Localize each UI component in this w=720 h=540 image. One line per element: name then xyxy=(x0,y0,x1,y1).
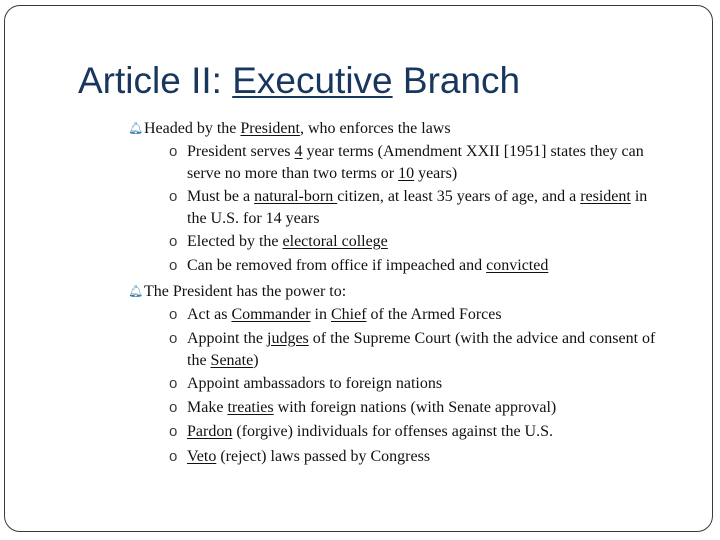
sub-bullet-eligibility: o Must be a natural-born citizen, at least 35 years of age, and a resident in the U.S. for 14 years xyxy=(169,188,648,227)
sub-bullet-commander-in-chief: o Act as Commander in Chief of the Armed Forces xyxy=(169,304,669,326)
circle-bullet-icon: o xyxy=(169,257,178,274)
sub-bullet-veto: o Veto (reject) laws passed by Congress xyxy=(169,446,669,468)
sub-bullet-ambassadors: o Appoint ambassadors to foreign nations xyxy=(169,373,669,395)
sub-bullet-treaties: o Make treaties with foreign nations (with Senate approval) xyxy=(169,397,669,419)
sub-bullet-term-length: o President serves 4 year terms (Amendment XXII [1951] states they can serve no more than two terms or 10 years) xyxy=(169,143,644,182)
circle-bullet-icon: o xyxy=(169,448,178,465)
circle-bullet-icon: o xyxy=(169,375,178,392)
circle-bullet-icon: o xyxy=(169,233,178,250)
bullet-president-powers: 🔔︎The President has the power to: xyxy=(128,279,346,304)
circle-bullet-icon: o xyxy=(169,330,178,347)
sub-bullet-impeachment: o Can be removed from office if impeached and convicted xyxy=(169,255,669,277)
circle-bullet-icon: o xyxy=(169,306,178,323)
circle-bullet-icon: o xyxy=(169,188,178,205)
circle-bullet-icon: o xyxy=(169,423,178,440)
bullet-headed-by-president: 🔔︎Headed by the President, who enforces the laws xyxy=(128,116,451,141)
sub-bullet-electoral-college: o Elected by the electoral college xyxy=(169,231,669,253)
slide-title: Article II: Executive Branch xyxy=(78,60,521,101)
sub-bullet-appoint-judges: o Appoint the judges of the Supreme Court (with the advice and consent of the Senate) xyxy=(169,330,656,369)
sub-bullet-pardon: o Pardon (forgive) individuals for offenses against the U.S. xyxy=(169,421,669,443)
circle-bullet-icon: o xyxy=(169,399,178,416)
bell-bullet-icon: 🔔︎ xyxy=(128,121,144,135)
circle-bullet-icon: o xyxy=(169,143,178,160)
bell-bullet-icon: 🔔︎ xyxy=(128,284,144,298)
